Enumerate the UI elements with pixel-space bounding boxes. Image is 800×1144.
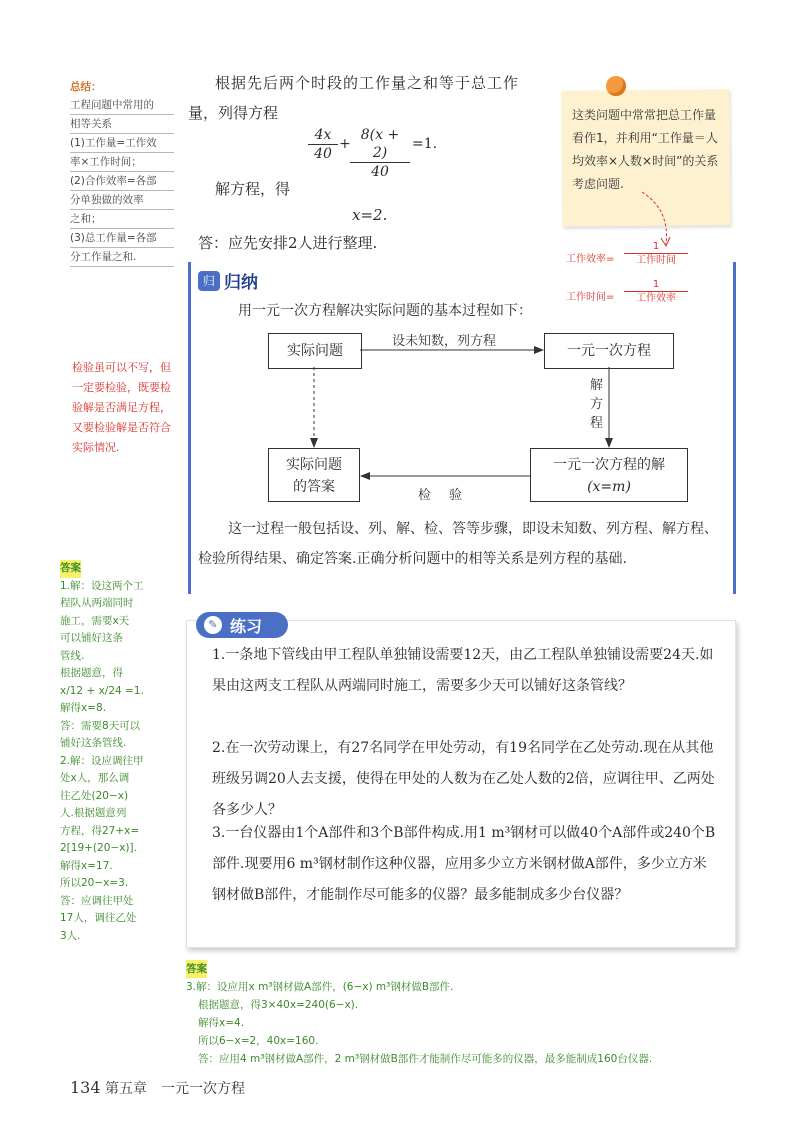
fraction-2-denominator: 40	[371, 164, 389, 180]
flow-label-setup: 设未知数，列方程	[392, 334, 497, 349]
practice-problem-2: 2.在一次劳动课上，有27名同学在甲处劳动，有19名同学在乙处劳动.现在从其他班级另调20人去支援，使得在甲处的人数为在乙处人数的2倍，应调往甲、乙两处各多少人？	[212, 740, 715, 818]
efficiency-numerator: 1	[624, 240, 688, 254]
answer-line: 2.解：设应调往甲	[60, 754, 144, 767]
answer-line: 施工，需要x天	[60, 614, 130, 627]
flow-box-answer-line1: 实际问题	[286, 457, 342, 473]
side-note-line: 分单独做的效率	[70, 191, 174, 210]
pencil-icon: ✎	[204, 616, 222, 634]
side-note-line: 分工作量之和.	[70, 248, 174, 267]
arrow-dashed-head	[310, 438, 318, 448]
answer-line: 1.解：设这两个工	[60, 579, 144, 592]
answer-line: 答：需要8天可以	[60, 719, 141, 732]
plus-sign: +	[339, 136, 351, 152]
answer-line: 管线.	[60, 649, 85, 662]
time-numerator: 1	[624, 278, 688, 292]
answer-line: 3人.	[60, 929, 81, 942]
side-note-title: 总结：	[70, 81, 102, 93]
side-note-line: 工程问题中常用的	[70, 96, 174, 115]
side-note-line: (2)合作效率=各部	[70, 172, 174, 191]
equation-rhs: =1.	[412, 136, 438, 152]
arrow-check-head	[360, 472, 370, 480]
answers-left	[60, 560, 178, 945]
arrow-setup-head	[534, 346, 544, 354]
answer-line: 所以20−x=3.	[60, 877, 129, 889]
answer-line: 程队从两端同时	[60, 597, 134, 609]
practice-problem-3: 3.一台仪器由1个A部件和3个B部件构成.用1 m³钢材可以做40个A部件或240个B部件.现要用6 m³钢材制作这种仪器，应用多少立方米钢材做A部件，多少立方米钢材做B部件，才能制作尽可能多的仪器？最多能制成多少台仪器？	[212, 825, 716, 903]
answer-line: 答：应用4 m³钢材做A部件，2 m³钢材做B部件才能制作尽可能多的仪器，最多能制成160台仪器.	[198, 1053, 653, 1065]
side-note-line: 率×工作时间；	[70, 153, 174, 172]
flow-box-solution-line2: (x=m)	[587, 479, 631, 495]
arrow-solve-head	[605, 438, 613, 448]
answer-line: 铺好这条管线.	[60, 737, 127, 749]
flow-label-check: 检验	[418, 488, 481, 503]
side-note-line: 之和；	[70, 210, 174, 229]
practice-header	[196, 612, 288, 638]
fraction-2-numerator: 8(x + 2)	[350, 126, 410, 163]
answer-line: 解得x=4.	[198, 1017, 245, 1029]
flow-box-equation: 一元一次方程	[544, 333, 674, 369]
time-label: 工作时间=	[566, 292, 615, 303]
answer-line: 往乙处(20−x)	[60, 789, 129, 802]
answer-line: 根据题意，得3×40x=240(6−x).	[198, 999, 359, 1011]
intro-line-1: 根据先后两个时段的工作量之和等于总工作	[215, 74, 520, 92]
answer-line: 所以6−x=2，40x=160.	[198, 1035, 319, 1047]
side-note-line: (1)工作量=工作效	[70, 134, 174, 153]
summary-icon: 归	[198, 271, 220, 291]
practice-title: 练习	[230, 617, 263, 636]
flow-box-problem: 实际问题	[268, 333, 362, 369]
summary-title: 归纳	[224, 273, 258, 293]
answer-line: 方程，得27+x=	[60, 824, 140, 837]
time-denominator: 工作效率	[636, 293, 676, 304]
sticky-note-text: 这类问题中常常把总工作量看作1，并利用“工作量＝人均效率×人数×时间”的关系考虑问题.	[572, 108, 719, 191]
page-number: 134	[70, 1078, 101, 1097]
answers-bottom-title: 答案	[186, 960, 207, 978]
flow-box-answer-line2: 的答案	[293, 479, 335, 495]
flow-box-solution-line1: 一元一次方程的解	[553, 457, 665, 473]
solution: x=2.	[352, 206, 388, 224]
efficiency-label: 工作效率=	[566, 254, 615, 265]
answer-line: 解得x=8.	[60, 702, 107, 714]
answer-line: 3.解：设应用x m³钢材做A部件，(6−x) m³钢材做B部件.	[186, 981, 454, 993]
summary-intro: 用一元一次方程解决实际问题的基本过程如下：	[238, 303, 532, 319]
solve-label: 解方程，得	[215, 180, 291, 198]
side-note-line: (3)总工作量=各部	[70, 229, 174, 248]
fraction-1-denominator: 40	[314, 146, 332, 162]
side-note-line: 相等关系	[70, 115, 174, 134]
summary-text: 这一过程一般包括设、列、解、检、答等步骤，即设未知数、列方程、解方程、检验所得结果、确定答案.正确分析问题中的相等关系是列方程的基础.	[198, 521, 718, 567]
answer-text: 答：应先安排2人进行整理.	[198, 234, 378, 252]
answers-bottom	[186, 960, 766, 1068]
fraction-1-numerator: 4x	[308, 126, 338, 145]
intro-line-2: 量，列得方程	[188, 104, 279, 122]
answer-line: 处x人，那么调	[60, 772, 130, 784]
answer-line: x/12 + x/24 =1.	[60, 684, 144, 697]
answers-left-title: 答案	[60, 560, 81, 578]
efficiency-denominator: 工作时间	[636, 255, 676, 266]
practice-problem-1: 1.一条地下管线由甲工程队单独铺设需要12天，由乙工程队单独铺设需要24天.如果由这两支工程队从两端同时施工，需要多少天可以铺好这条管线？	[212, 647, 714, 694]
answer-line: 解得x=17.	[60, 859, 113, 872]
side-note-check: 检验虽可以不写，但一定要检验，既要检验解是否满足方程，又要检验解是否符合实际情况.	[72, 361, 171, 454]
flow-label-solve: 解方程	[590, 378, 604, 431]
answer-line: 根据题意，得	[60, 667, 123, 679]
chapter-title: 第五章 一元一次方程	[105, 1081, 245, 1097]
answer-line: 答：应调往甲处	[60, 894, 134, 907]
page-footer	[70, 1078, 245, 1098]
answer-line: 17人，调往乙处	[60, 912, 137, 924]
answer-line: 可以铺好这条	[60, 632, 123, 644]
answer-line: 人.根据题意列	[60, 807, 127, 819]
answer-line: 2[19+(20−x)].	[60, 842, 137, 854]
